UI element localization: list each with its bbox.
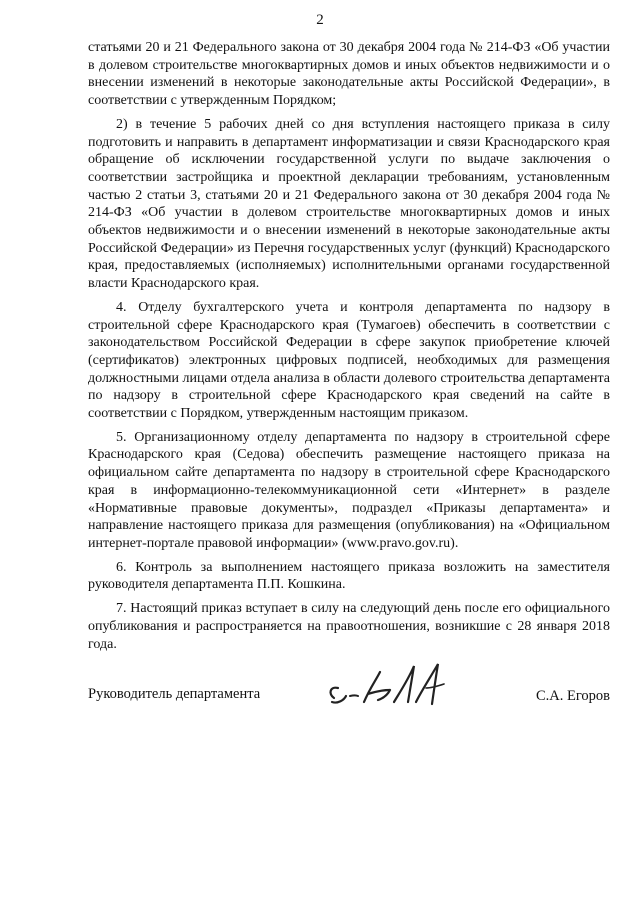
page-number: 2	[316, 12, 324, 28]
document-body	[88, 39, 610, 659]
paragraph-item-7: 7. Настоящий приказ вступает в силу на следующий день после его официального опубликования и распространяется на правоотношения, возникшие с 28 января 2018 года.	[88, 601, 610, 652]
paragraph-item-2: 2) в течение 5 рабочих дней со дня вступления настоящего приказа в силу подготовить и направить в департамент информатизации и связи Краснодарского края обращение об исключении государственной услуги по выдаче заключения о соответствии застройщика и проектной декларации требованиям, установленным частью 2 статьи 3, статьями 20 и 21 Федерального закона от 30 декабря 2004 года № 214-ФЗ «Об участии в долевом строительстве многоквартирных домов и иных объектов недвижимости и о внесении изменений в некоторые законодательные акты Российской Федерации» из Перечня государственных услуг (функций) Краснодарского края, предоставляемых (исполняемых) исполнительными органами государственной власти Краснодарского края.	[88, 116, 610, 292]
paragraph-continuation: статьями 20 и 21 Федерального закона от 30 декабря 2004 года № 214-ФЗ «Об участии в долевом строительстве многоквартирных домов и иных объектов недвижимости и о внесении изменений в некоторые законодательные акты Российской Федерации», в соответствии с утвержденным Порядком;	[88, 40, 610, 109]
paragraph-item-4: 4. Отделу бухгалтерского учета и контроля департамента по надзору в строительной сфере Краснодарского края (Тумагоев) обеспечить в соответствии с законодательством Российской Федерации в сфере закупок приобретение ключей (сертификатов) электронных цифровых подписей, необходимых для размещения должностными лицами отдела анализа в области долевого строительства департамента по надзору в строительной сфере Краснодарского края сведений на сайте в соответствии с Порядком, утвержденным настоящим приказом.	[88, 299, 610, 422]
signature-block	[88, 658, 610, 718]
paragraph-item-5: 5. Организационному отделу департамента по надзору в строительной сфере Краснодарского края (Седова) обеспечить размещение настоящего приказа на официальном сайте департамента по надзору в строительной сфере Краснодарского края в информационно-телекоммуникационной сети «Интернет» в разделе «Нормативные правовые документы», подраздел «Приказы департамента» и направление настоящего приказа для размещения (опубликования) на «Официальном интернет-портале правовой информации» (www.pravo.gov.ru).	[88, 429, 610, 551]
handwritten-signature	[320, 658, 470, 714]
signatory-name: С.А. Егоров	[535, 688, 610, 704]
signatory-role: Руководитель департамента	[88, 686, 261, 702]
paragraph-item-6: 6. Контроль за выполнением настоящего приказа возложить на заместителя руководителя департамента П.П. Кошкина.	[88, 559, 610, 593]
